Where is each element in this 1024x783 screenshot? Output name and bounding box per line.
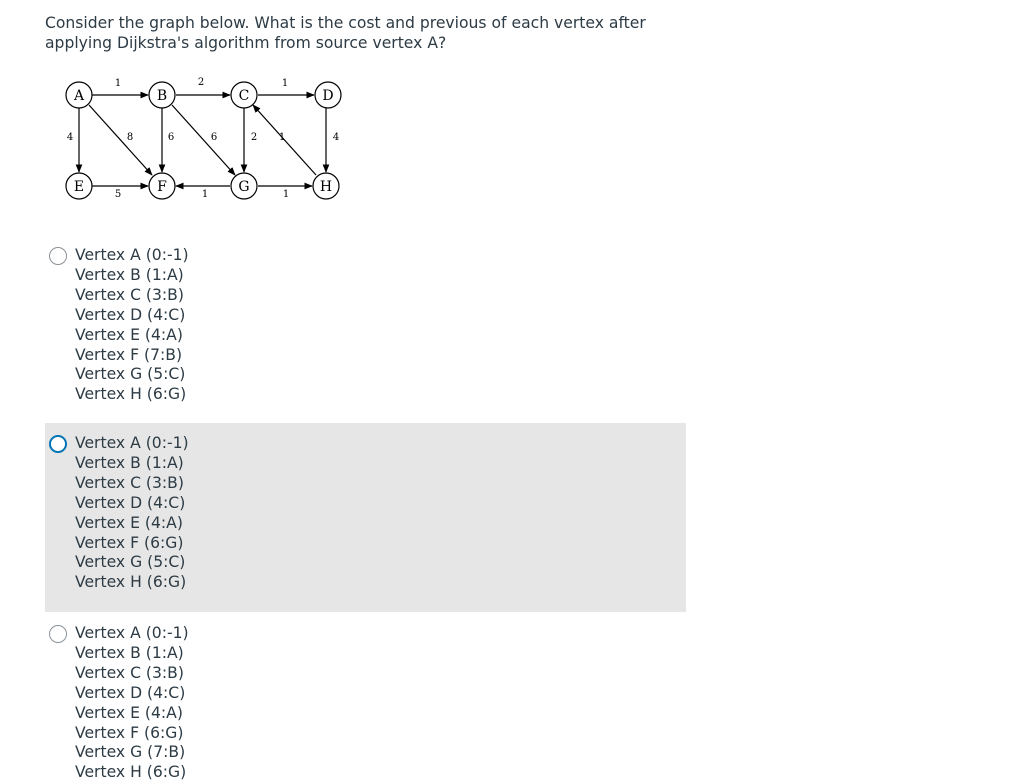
weight-b-c: 2 (197, 77, 205, 88)
weight-g-h: 1 (282, 189, 290, 200)
weight-g-f: 1 (201, 189, 209, 200)
answer-option-3[interactable] (45, 616, 686, 782)
option-1-radio[interactable] (49, 247, 67, 265)
option-line: Vertex F (6:G) (75, 723, 184, 742)
node-label-h: H (319, 179, 333, 195)
weight-c-d: 1 (281, 78, 289, 89)
weight-a-f: 8 (126, 132, 134, 143)
option-line: Vertex B (1:A) (75, 643, 184, 662)
weight-b-g: 6 (210, 132, 218, 143)
option-line: Vertex G (5:C) (75, 553, 186, 572)
option-line: Vertex F (7:B) (75, 345, 183, 364)
question-text (45, 13, 665, 53)
option-line: Vertex C (3:B) (75, 473, 184, 492)
option-line: Vertex H (6:G) (75, 763, 187, 782)
option-line: Vertex E (4:A) (75, 703, 183, 722)
weight-d-h: 4 (332, 132, 340, 143)
option-line: Vertex A (0:-1) (75, 624, 189, 642)
option-line: Vertex E (4:A) (75, 325, 183, 344)
option-line: Vertex E (4:A) (75, 513, 183, 532)
question-line-2: applying Dijkstra's algorithm from source vertex A? (45, 34, 447, 52)
edge-b-g (172, 105, 235, 175)
option-line: Vertex B (1:A) (75, 453, 184, 472)
node-label-a: A (73, 88, 85, 104)
node-label-d: D (322, 88, 334, 104)
node-label-g: G (238, 179, 250, 195)
option-line: Vertex H (6:G) (75, 385, 187, 404)
question-line-1: Consider the graph below. What is the cost and previous of each vertex after (45, 14, 646, 32)
dijkstra-graph (60, 72, 360, 207)
option-line: Vertex C (3:B) (75, 285, 184, 304)
option-line: Vertex A (0:-1) (75, 246, 189, 264)
answer-option-1[interactable] (45, 238, 686, 418)
option-line: Vertex D (4:C) (75, 305, 186, 324)
node-label-c: C (238, 88, 250, 104)
option-1-text (75, 246, 189, 405)
option-line: Vertex B (1:A) (75, 265, 184, 284)
option-line: Vertex F (6:G) (75, 533, 184, 552)
weight-a-b: 1 (114, 78, 122, 89)
node-label-f: F (157, 179, 167, 195)
option-line: Vertex G (7:B) (75, 743, 186, 762)
option-line: Vertex H (6:G) (75, 573, 187, 592)
option-3-text (75, 624, 189, 783)
weight-b-f: 6 (167, 132, 175, 143)
option-2-radio[interactable] (49, 435, 67, 453)
option-3-radio[interactable] (49, 625, 67, 643)
option-2-text (75, 434, 189, 593)
node-label-e: E (73, 179, 85, 195)
edge-a-f (89, 105, 152, 175)
node-label-b: B (156, 88, 168, 104)
weight-h-c: 1 (278, 132, 286, 143)
option-line: Vertex G (5:C) (75, 365, 186, 384)
weight-e-f: 5 (114, 189, 122, 200)
weight-a-e: 4 (66, 132, 74, 143)
option-line: Vertex D (4:C) (75, 493, 186, 512)
option-line: Vertex A (0:-1) (75, 434, 189, 452)
weight-c-g: 2 (250, 132, 258, 143)
option-line: Vertex D (4:C) (75, 683, 186, 702)
option-line: Vertex C (3:B) (75, 663, 184, 682)
answer-option-2[interactable] (45, 423, 686, 612)
